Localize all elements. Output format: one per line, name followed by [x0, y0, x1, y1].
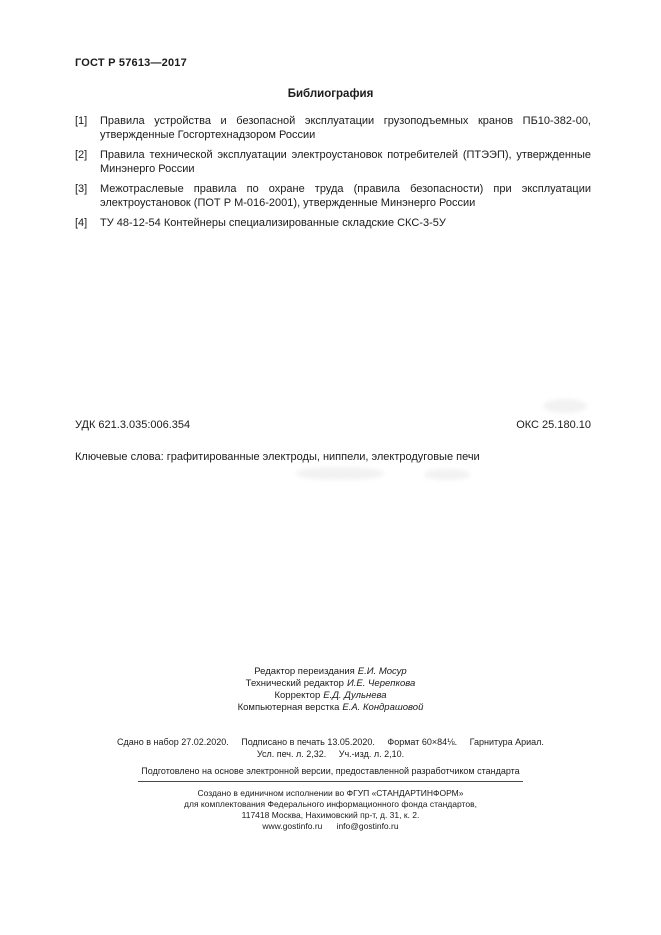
print-line-2: Усл. печ. л. 2,32. Уч.-изд. л. 2,10.	[256, 749, 405, 759]
reference-number: [3]	[75, 183, 88, 195]
editors-block	[0, 666, 661, 714]
editor-role: Технический редактор	[245, 678, 344, 689]
reference-text: Межотраслевые правила по охране труда (правила безопасности) при эксплуатации электроустановок (ПОТ Р М-016-2001), утвержденные Минэнерго России	[100, 183, 591, 209]
publisher-line: Создано в единичном исполнении во ФГУП «СТАНДАРТИНФОРМ»	[197, 788, 464, 798]
reference-number: [4]	[75, 217, 88, 229]
bibliography-title: Библиография	[287, 88, 374, 100]
editor-name: И.Е. Черепкова	[346, 678, 416, 689]
print-info-block	[0, 736, 661, 760]
reference-text: ТУ 48-12-54 Контейнеры специализированные складские СКС-3-5У	[100, 217, 446, 229]
keywords-line: Ключевые слова: графитированные электроды, ниппели, электродуговые печи	[75, 451, 480, 463]
editor-line	[0, 666, 661, 678]
bibliography-item	[75, 149, 591, 176]
scan-artifact	[296, 467, 384, 480]
editor-name: Е.А. Кондрашовой	[342, 702, 424, 713]
editor-line	[0, 702, 661, 714]
codes-row	[75, 419, 591, 431]
editor-line	[0, 690, 661, 702]
udk-code: УДК 621.3.035:006.354	[75, 419, 191, 431]
divider-line	[138, 781, 523, 782]
scan-artifact	[543, 399, 587, 413]
doc-code: ГОСТ Р 57613—2017	[75, 57, 187, 69]
scan-artifact	[424, 469, 470, 480]
editor-role: Корректор	[274, 690, 321, 701]
editor-role: Редактор переиздания	[254, 666, 355, 677]
print-line-1: Сдано в набор 27.02.2020. Подписано в печать 13.05.2020. Формат 60×84⅛. Гарнитура Ариал.	[117, 737, 544, 747]
publisher-line: www.gostinfo.ru info@gostinfo.ru	[262, 821, 399, 831]
bibliography-item	[75, 217, 591, 231]
reference-number: [2]	[75, 149, 88, 161]
publisher-line: 117418 Москва, Нахимовский пр-т, д. 31, к. 2.	[241, 810, 420, 820]
reference-text: Правила устройства и безопасной эксплуатации грузоподъемных кранов ПБ10-382-00, утвержденные Госгортехнадзором России	[100, 115, 591, 141]
bibliography-item	[75, 183, 591, 210]
publisher-line: для комплектования Федерального информационного фонда стандартов,	[184, 799, 477, 809]
bibliography-list	[75, 115, 591, 238]
editor-line	[0, 678, 661, 690]
editor-role: Компьютерная верстка	[237, 702, 340, 713]
oks-code: ОКС 25.180.10	[516, 419, 591, 431]
reference-number: [1]	[75, 115, 88, 127]
reference-text: Правила технической эксплуатации электроустановок потребителей (ПТЭЭП), утвержденные Минэнерго России	[100, 149, 591, 175]
editor-name: Е.И. Мосур	[357, 666, 407, 677]
bibliography-item	[75, 115, 591, 142]
prepared-note: Подготовлено на основе электронной версии, предоставленной разработчиком стандарта	[141, 766, 520, 776]
editor-name: Е.Д. Дульнева	[323, 690, 387, 701]
publisher-block	[0, 788, 661, 832]
